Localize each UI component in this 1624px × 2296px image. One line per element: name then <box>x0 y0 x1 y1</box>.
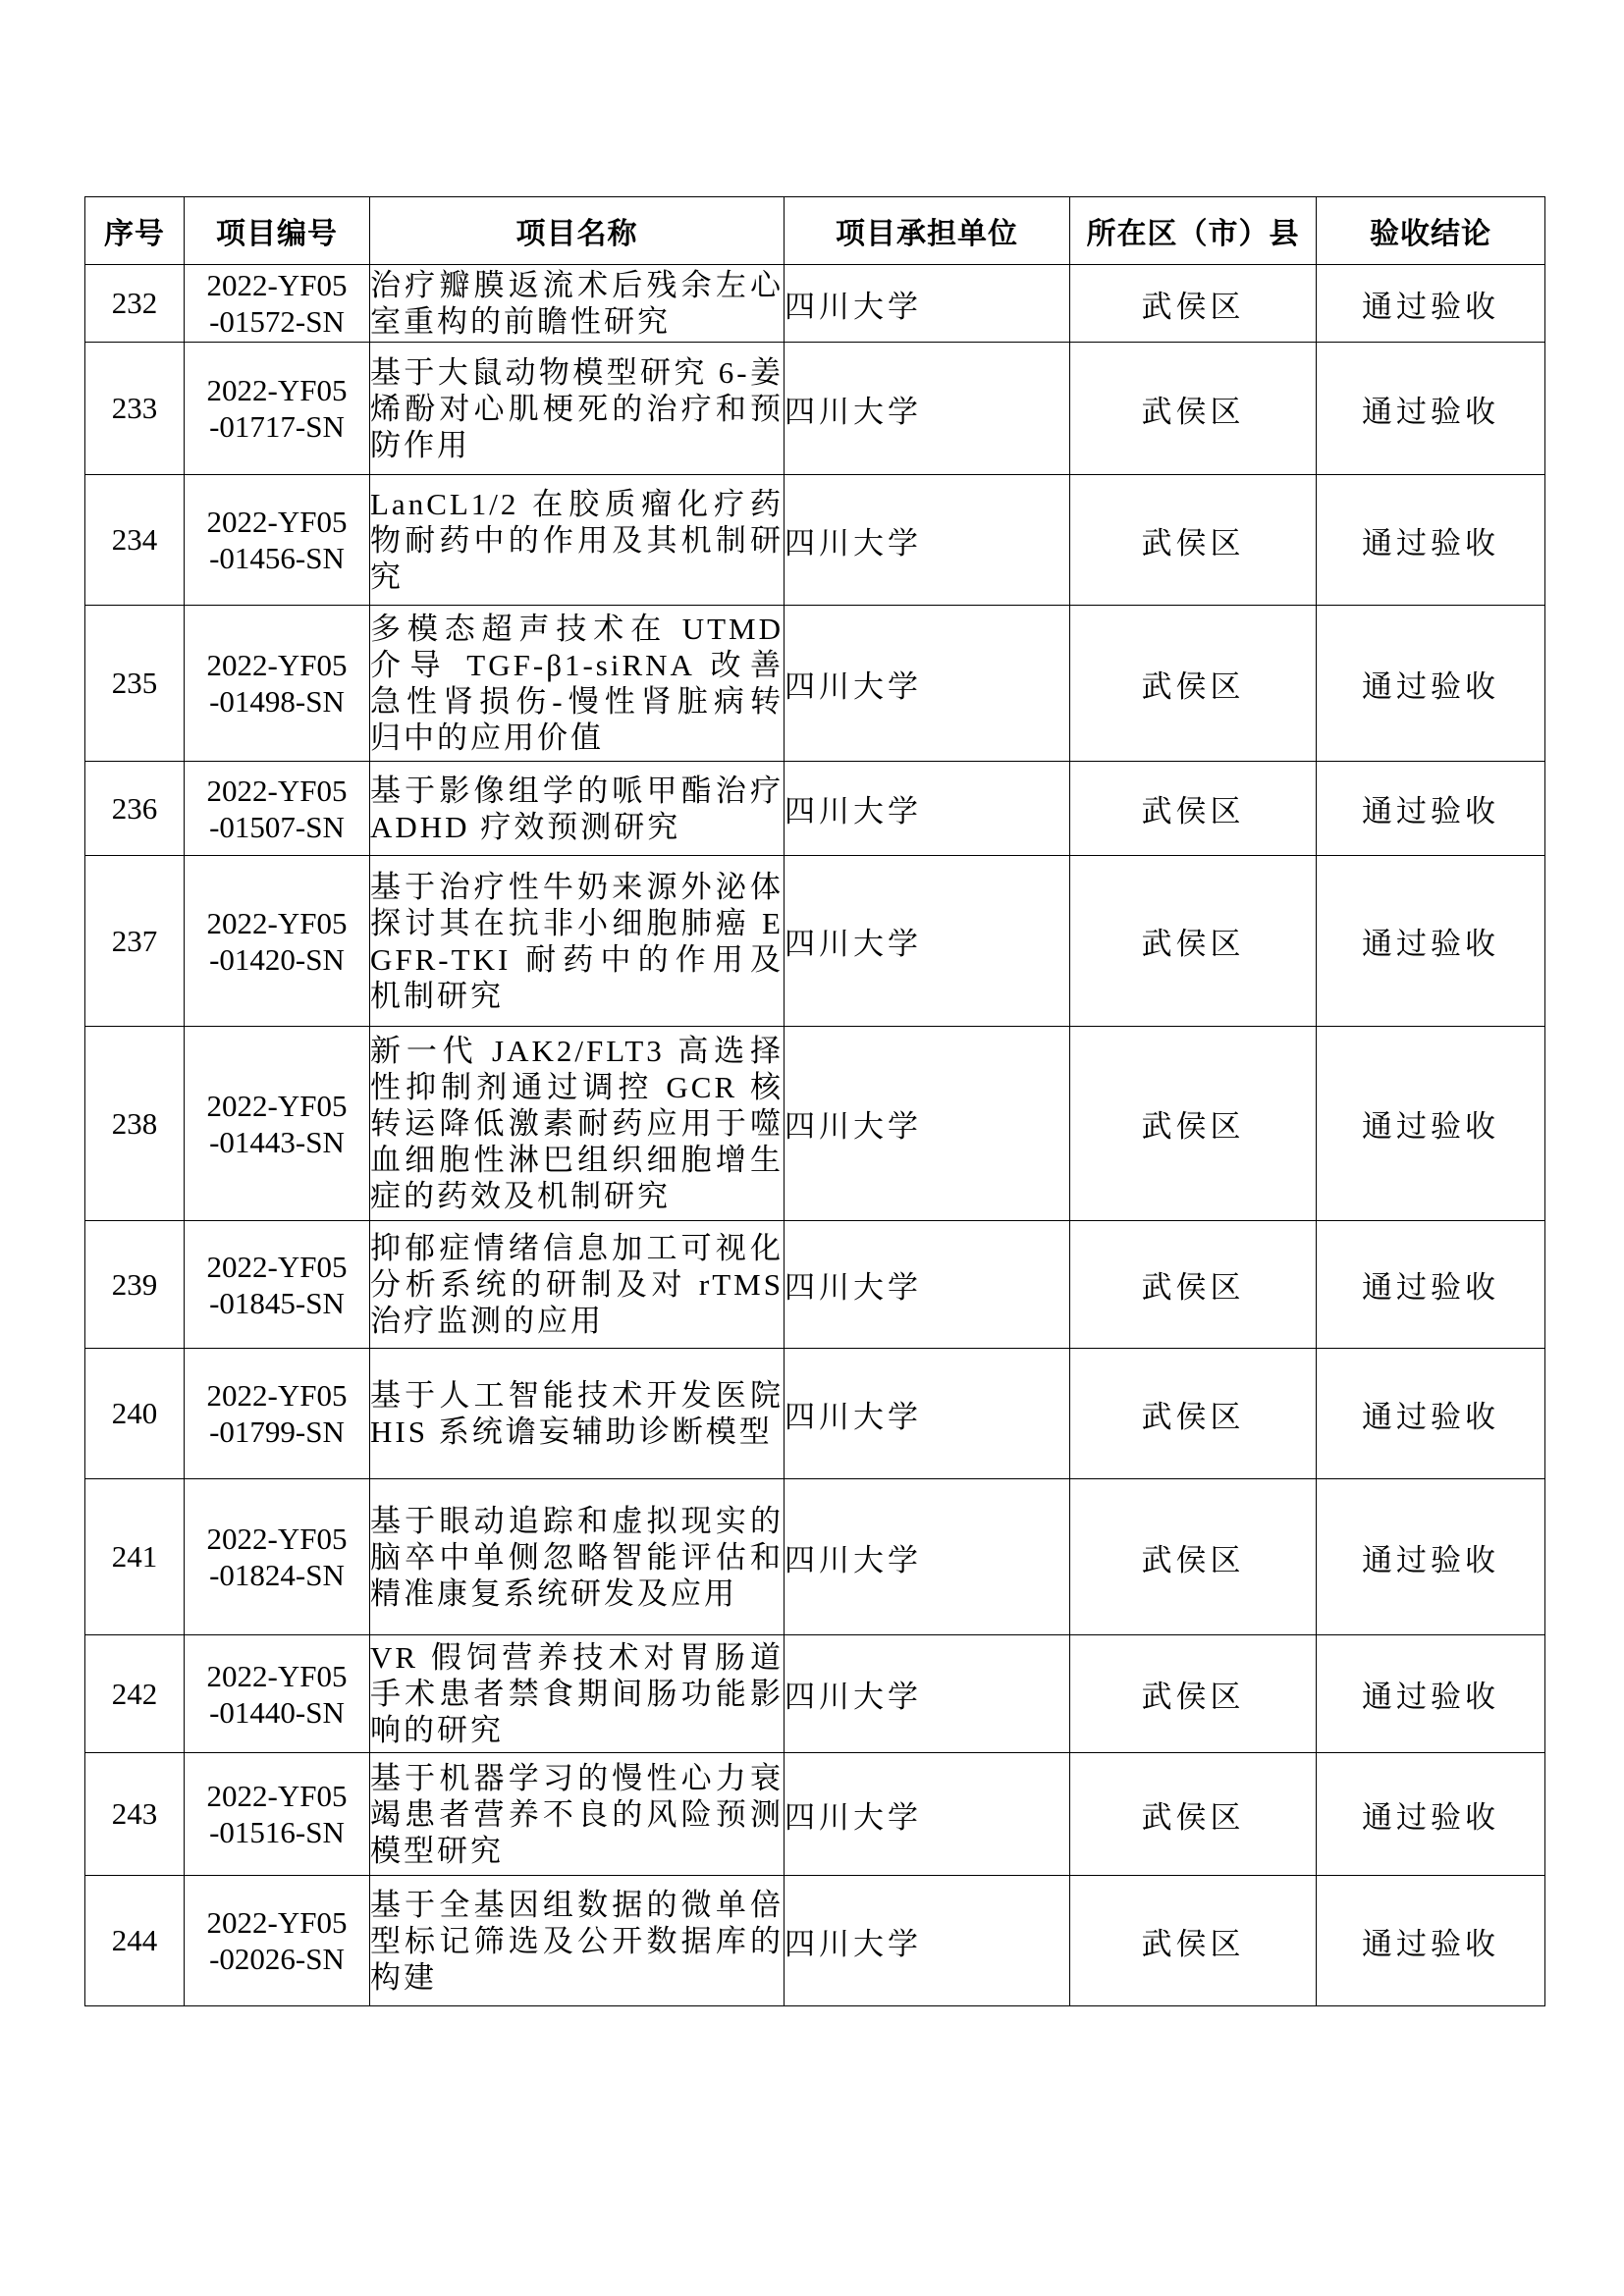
table-row <box>85 1635 1545 1753</box>
cell-district: 武侯区 <box>1070 762 1317 856</box>
cell-project-name: 基于影像组学的哌甲酯治疗 ADHD 疗效预测研究 <box>370 762 785 856</box>
code-line-2: -02026-SN <box>209 1942 345 1976</box>
code-line-1: 2022-YF05 <box>206 268 348 302</box>
table-row <box>85 475 1545 606</box>
code-line-1: 2022-YF05 <box>206 1378 348 1413</box>
cell-project-name: 基于大鼠动物模型研究 6-姜烯酚对心肌梗死的治疗和预防作用 <box>370 343 785 475</box>
cell-district: 武侯区 <box>1070 1027 1317 1221</box>
code-line-1: 2022-YF05 <box>206 905 348 940</box>
cell-project-name: 多模态超声技术在 UTMD 介导 TGF-β1-siRNA 改善急性肾损伤-慢性肾脏病转归中的应用价值 <box>370 606 785 762</box>
cell-seq: 239 <box>85 1221 185 1349</box>
table-row <box>85 1221 1545 1349</box>
cell-unit: 四川大学 <box>785 1349 1070 1479</box>
cell-result: 通过验收 <box>1317 1221 1545 1349</box>
cell-unit: 四川大学 <box>785 1635 1070 1753</box>
cell-project-code <box>185 1221 370 1349</box>
code-line-1: 2022-YF05 <box>206 1905 348 1940</box>
cell-project-name: 治疗瓣膜返流术后残余左心室重构的前瞻性研究 <box>370 265 785 343</box>
table-row <box>85 1876 1545 2006</box>
cell-unit: 四川大学 <box>785 1753 1070 1876</box>
cell-unit: 四川大学 <box>785 1876 1070 2006</box>
code-line-1: 2022-YF05 <box>206 1522 348 1556</box>
header-seq: 序号 <box>85 197 185 265</box>
cell-unit: 四川大学 <box>785 1221 1070 1349</box>
cell-district: 武侯区 <box>1070 1479 1317 1635</box>
cell-result: 通过验收 <box>1317 1027 1545 1221</box>
cell-unit: 四川大学 <box>785 475 1070 606</box>
cell-district: 武侯区 <box>1070 1349 1317 1479</box>
code-line-2: -01456-SN <box>209 541 345 575</box>
cell-result: 通过验收 <box>1317 475 1545 606</box>
cell-seq: 236 <box>85 762 185 856</box>
code-line-1: 2022-YF05 <box>206 773 348 808</box>
code-line-2: -01420-SN <box>209 941 345 977</box>
table-row <box>85 856 1545 1027</box>
code-line-2: -01443-SN <box>209 1124 345 1159</box>
cell-result: 通过验收 <box>1317 1635 1545 1753</box>
cell-seq: 234 <box>85 475 185 606</box>
cell-result: 通过验收 <box>1317 343 1545 475</box>
code-line-1: 2022-YF05 <box>206 1249 348 1284</box>
cell-project-name: 新一代 JAK2/FLT3 高选择性抑制剂通过调控 GCR 核转运降低激素耐药应用于噬血细胞性淋巴组织细胞增生症的药效及机制研究 <box>370 1027 785 1221</box>
cell-project-code <box>185 606 370 762</box>
cell-result: 通过验收 <box>1317 856 1545 1027</box>
cell-district: 武侯区 <box>1070 1221 1317 1349</box>
cell-district: 武侯区 <box>1070 475 1317 606</box>
code-line-2: -01498-SN <box>209 684 345 719</box>
cell-unit: 四川大学 <box>785 856 1070 1027</box>
cell-result: 通过验收 <box>1317 265 1545 343</box>
cell-district: 武侯区 <box>1070 606 1317 762</box>
cell-district: 武侯区 <box>1070 1753 1317 1876</box>
cell-project-name: 基于眼动追踪和虚拟现实的脑卒中单侧忽略智能评估和精准康复系统研发及应用 <box>370 1479 785 1635</box>
cell-district: 武侯区 <box>1070 265 1317 343</box>
cell-project-name: 抑郁症情绪信息加工可视化分析系统的研制及对 rTMS 治疗监测的应用 <box>370 1221 785 1349</box>
cell-seq: 241 <box>85 1479 185 1635</box>
code-line-2: -01440-SN <box>209 1694 345 1730</box>
cell-unit: 四川大学 <box>785 762 1070 856</box>
code-line-2: -01717-SN <box>209 409 345 444</box>
code-line-2: -01516-SN <box>209 1815 345 1849</box>
header-project-code: 项目编号 <box>185 197 370 265</box>
header-district: 所在区（市）县 <box>1070 197 1317 265</box>
cell-unit: 四川大学 <box>785 1027 1070 1221</box>
cell-district: 武侯区 <box>1070 343 1317 475</box>
table-row <box>85 1027 1545 1221</box>
table-row <box>85 343 1545 475</box>
cell-project-name: 基于人工智能技术开发医院 HIS 系统谵妄辅助诊断模型 <box>370 1349 785 1479</box>
cell-project-code <box>185 1349 370 1479</box>
header-row <box>85 197 1545 265</box>
cell-result: 通过验收 <box>1317 762 1545 856</box>
table-row <box>85 265 1545 343</box>
cell-district: 武侯区 <box>1070 1876 1317 2006</box>
cell-project-code <box>185 1027 370 1221</box>
cell-seq: 232 <box>85 265 185 343</box>
cell-district: 武侯区 <box>1070 1635 1317 1753</box>
cell-project-name: 基于治疗性牛奶来源外泌体探讨其在抗非小细胞肺癌 EGFR-TKI 耐药中的作用及机制研究 <box>370 856 785 1027</box>
cell-project-code <box>185 1876 370 2006</box>
code-line-1: 2022-YF05 <box>206 505 348 539</box>
cell-unit: 四川大学 <box>785 265 1070 343</box>
table-row <box>85 1479 1545 1635</box>
code-line-1: 2022-YF05 <box>206 1658 348 1693</box>
cell-seq: 243 <box>85 1753 185 1876</box>
cell-seq: 237 <box>85 856 185 1027</box>
cell-project-code <box>185 265 370 343</box>
cell-unit: 四川大学 <box>785 1479 1070 1635</box>
cell-district: 武侯区 <box>1070 856 1317 1027</box>
cell-result: 通过验收 <box>1317 606 1545 762</box>
cell-seq: 235 <box>85 606 185 762</box>
cell-project-name: LanCL1/2 在胶质瘤化疗药物耐药中的作用及其机制研究 <box>370 475 785 606</box>
table-row <box>85 1753 1545 1876</box>
header-undertaking-unit: 项目承担单位 <box>785 197 1070 265</box>
code-line-2: -01845-SN <box>209 1285 345 1320</box>
cell-seq: 238 <box>85 1027 185 1221</box>
code-line-1: 2022-YF05 <box>206 1088 348 1123</box>
cell-project-code <box>185 856 370 1027</box>
cell-project-name: 基于机器学习的慢性心力衰竭患者营养不良的风险预测模型研究 <box>370 1753 785 1876</box>
cell-project-code <box>185 475 370 606</box>
cell-project-name: 基于全基因组数据的微单倍型标记筛选及公开数据库的构建 <box>370 1876 785 2006</box>
header-acceptance-result: 验收结论 <box>1317 197 1545 265</box>
code-line-2: -01799-SN <box>209 1415 345 1449</box>
code-line-2: -01507-SN <box>209 809 345 844</box>
cell-result: 通过验收 <box>1317 1876 1545 2006</box>
cell-project-code <box>185 1635 370 1753</box>
table-row <box>85 606 1545 762</box>
cell-project-code <box>185 1479 370 1635</box>
table-row <box>85 1349 1545 1479</box>
code-line-1: 2022-YF05 <box>206 1779 348 1813</box>
project-acceptance-table <box>84 196 1545 2006</box>
table-row <box>85 762 1545 856</box>
cell-seq: 244 <box>85 1876 185 2006</box>
code-line-1: 2022-YF05 <box>206 648 348 682</box>
cell-unit: 四川大学 <box>785 343 1070 475</box>
cell-project-code <box>185 1753 370 1876</box>
cell-seq: 240 <box>85 1349 185 1479</box>
code-line-2: -01572-SN <box>209 304 345 339</box>
cell-result: 通过验收 <box>1317 1349 1545 1479</box>
cell-project-code <box>185 343 370 475</box>
cell-seq: 233 <box>85 343 185 475</box>
cell-unit: 四川大学 <box>785 606 1070 762</box>
cell-result: 通过验收 <box>1317 1753 1545 1876</box>
cell-project-name: VR 假饲营养技术对胃肠道手术患者禁食期间肠功能影响的研究 <box>370 1635 785 1753</box>
code-line-1: 2022-YF05 <box>206 373 348 407</box>
cell-project-code <box>185 762 370 856</box>
code-line-2: -01824-SN <box>209 1558 345 1592</box>
cell-seq: 242 <box>85 1635 185 1753</box>
cell-result: 通过验收 <box>1317 1479 1545 1635</box>
header-project-name: 项目名称 <box>370 197 785 265</box>
